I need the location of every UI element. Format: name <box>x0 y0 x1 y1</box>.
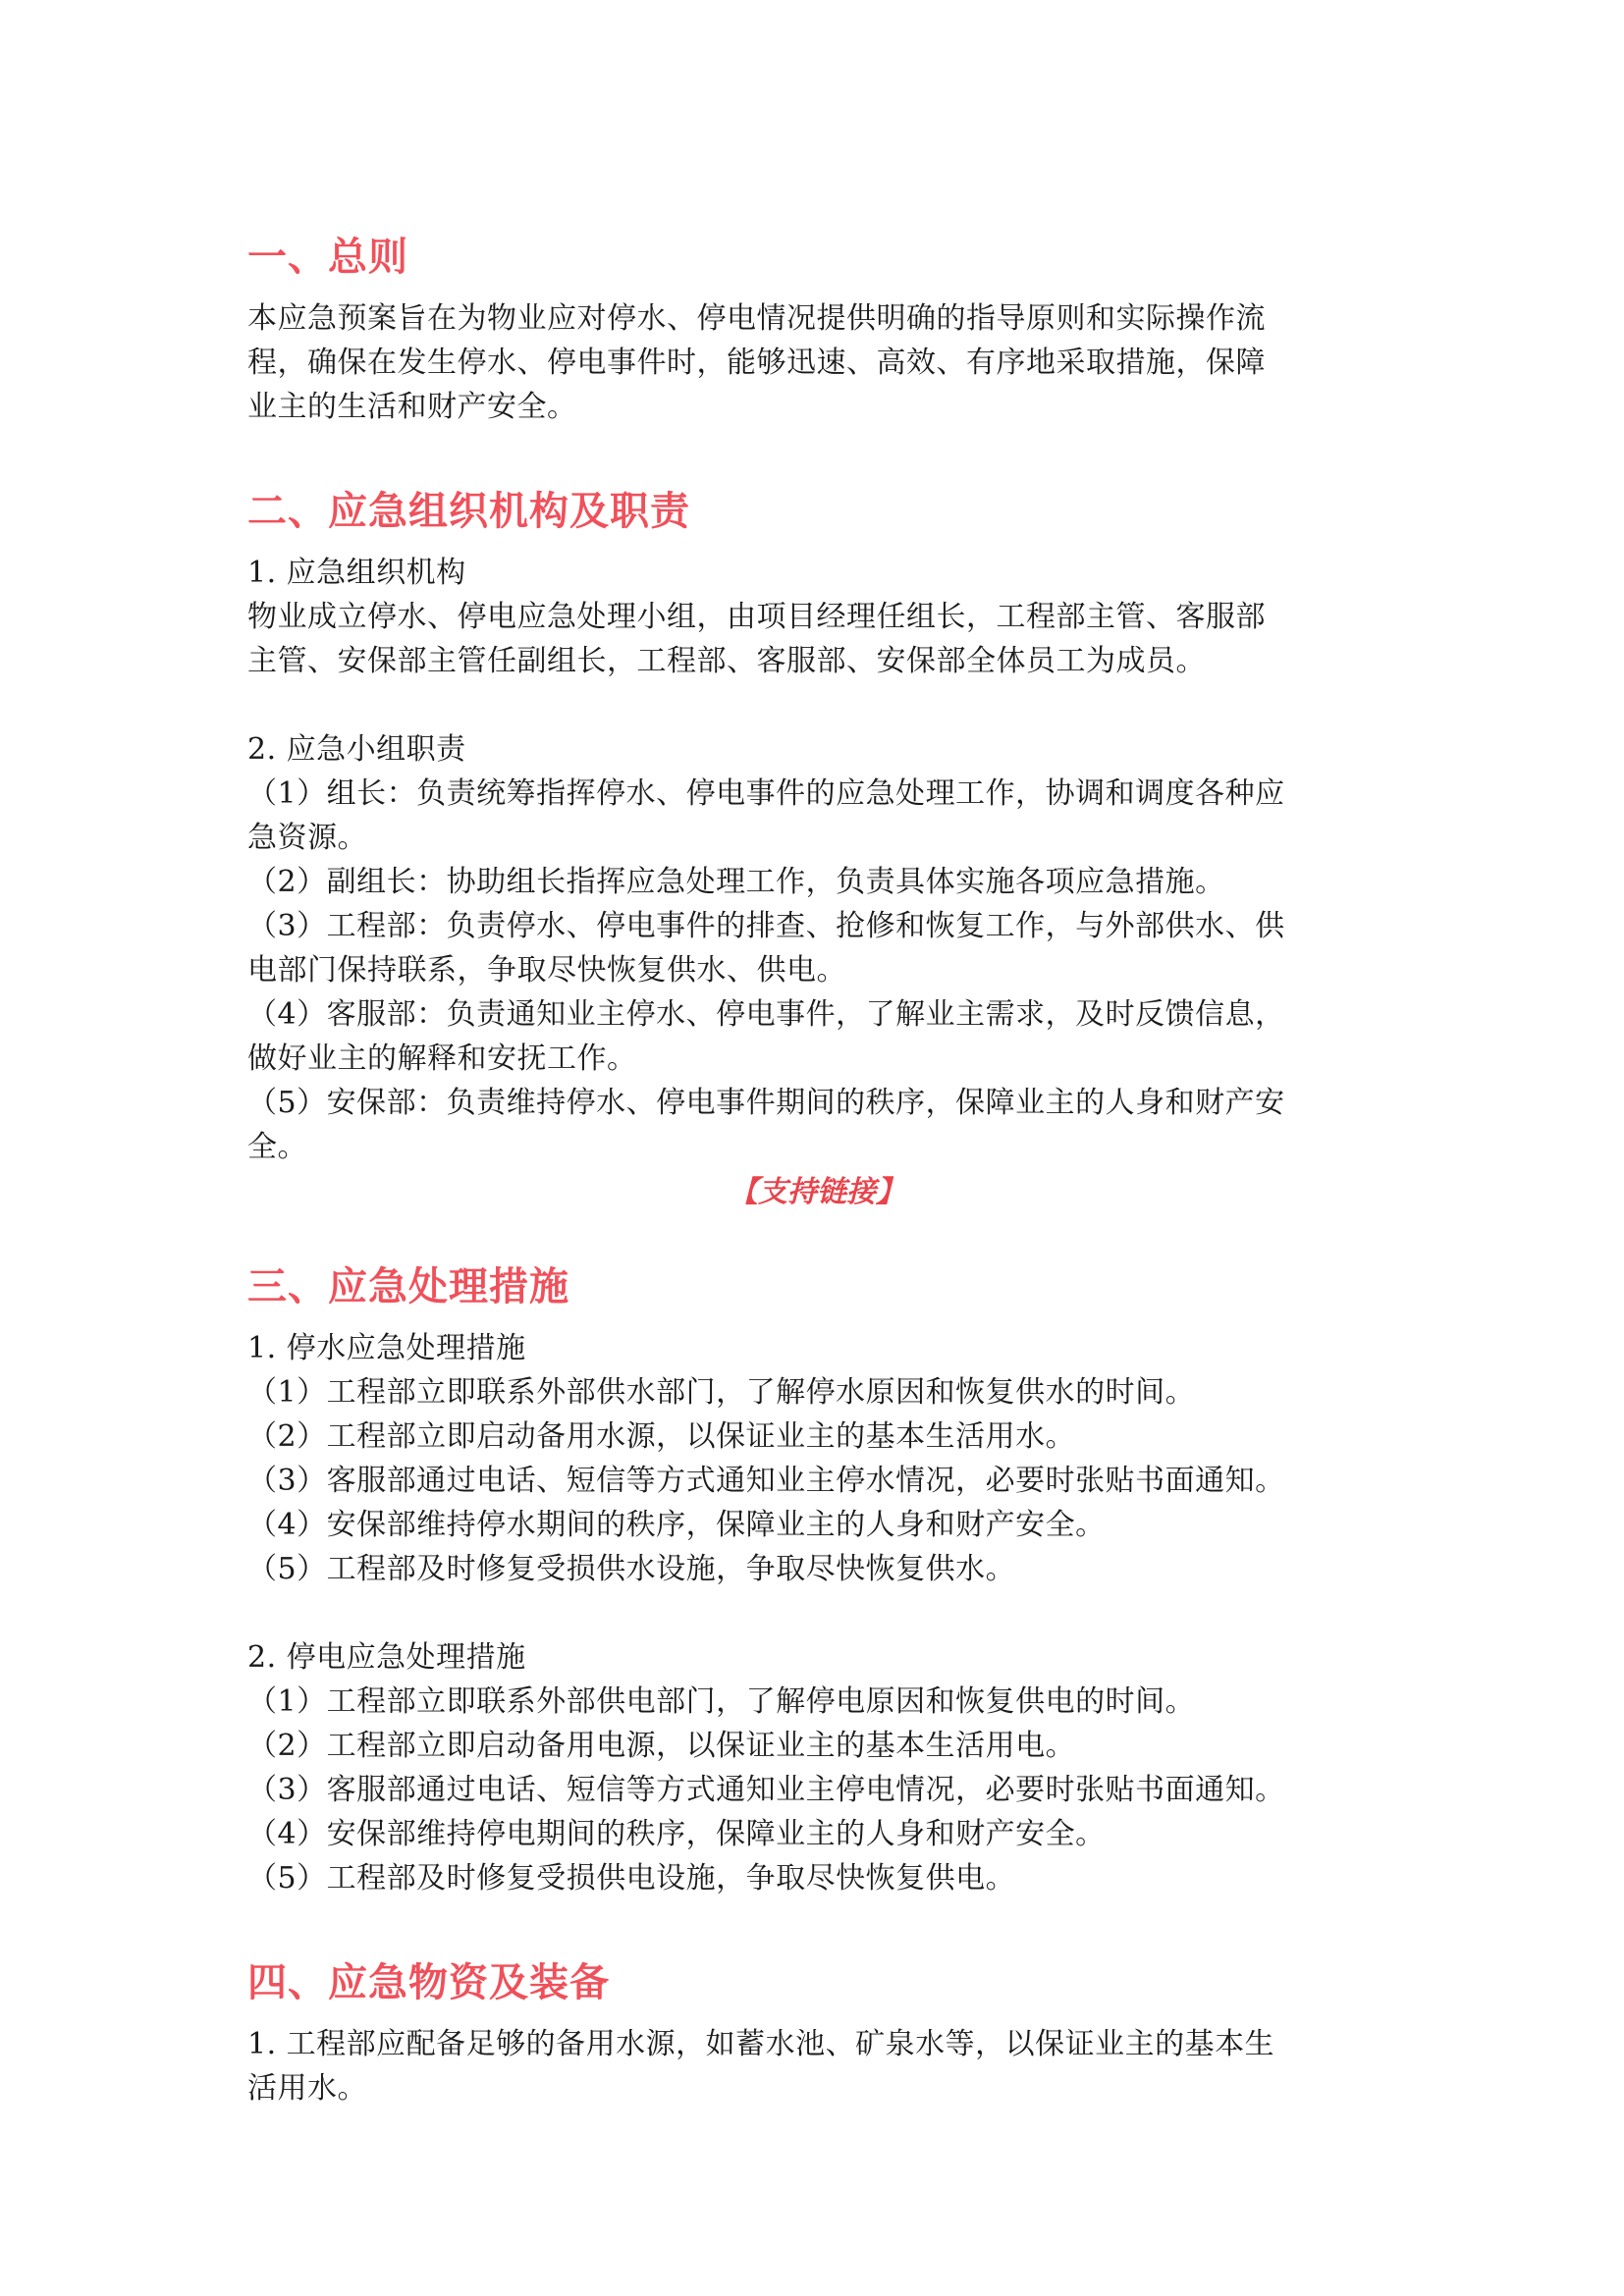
paragraph-line: 业主的生活和财产安全。 <box>247 390 577 424</box>
section-body-measures <box>247 1326 1386 1900</box>
paragraph-line: （3）工程部：负责停水、停电事件的排查、抢修和恢复工作，与外部供水、供 <box>247 909 1285 943</box>
paragraph-line: （5）工程部及时修复受损供水设施，争取尽快恢复供水。 <box>247 1552 1016 1586</box>
paragraph-line: （2）工程部立即启动备用水源，以保证业主的基本生活用水。 <box>247 1419 1076 1454</box>
paragraph-line: 程，确保在发生停水、停电事件时，能够迅速、高效、有序地采取措施，保障 <box>247 346 1266 380</box>
subheading-line: 2. 停电应急处理措施 <box>247 1640 526 1675</box>
paragraph-line: 活用水。 <box>247 2071 367 2106</box>
paragraph-line: 急资源。 <box>247 821 367 855</box>
section-heading-organization: 二、应急组织机构及职责 <box>247 489 690 534</box>
paragraph-line: （3）客服部通过电话、短信等方式通知业主停电情况，必要时张贴书面通知。 <box>247 1773 1285 1807</box>
section-heading-supplies: 四、应急物资及装备 <box>247 1960 610 2005</box>
paragraph-line: 主管、安保部主管任副组长，工程部、客服部、安保部全体员工为成员。 <box>247 644 1206 678</box>
paragraph-line: 做好业主的解释和安抚工作。 <box>247 1041 637 1076</box>
paragraph-line: （5）工程部及时修复受损供电设施，争取尽快恢复供电。 <box>247 1861 1016 1896</box>
paragraph-line: （2）副组长：协助组长指挥应急处理工作，负责具体实施各项应急措施。 <box>247 865 1225 899</box>
paragraph-line: 物业成立停水、停电应急处理小组，由项目经理任组长，工程部主管、客服部 <box>247 600 1266 634</box>
section-body-supplies <box>247 2022 1386 2110</box>
section-heading-general: 一、总则 <box>247 235 408 280</box>
section-body-general <box>247 296 1386 429</box>
subheading-line: 1. 停水应急处理措施 <box>247 1331 526 1365</box>
support-link[interactable]: 【支持链接】 <box>729 1175 905 1209</box>
section-body-organization <box>247 551 1386 1216</box>
paragraph-line: 本应急预案旨在为物业应对停水、停电情况提供明确的指导原则和实际操作流 <box>247 301 1266 336</box>
paragraph-line: （1）工程部立即联系外部供水部门，了解停水原因和恢复供水的时间。 <box>247 1375 1196 1410</box>
paragraph-line: 电部门保持联系，争取尽快恢复供水、供电。 <box>247 953 846 988</box>
paragraph-line: （1）工程部立即联系外部供电部门，了解停电原因和恢复供电的时间。 <box>247 1684 1196 1719</box>
paragraph-line: （3）客服部通过电话、短信等方式通知业主停水情况，必要时张贴书面通知。 <box>247 1464 1285 1498</box>
subheading-line: 1. 应急组织机构 <box>247 556 466 590</box>
paragraph-line: （1）组长：负责统筹指挥停水、停电事件的应急处理工作，协调和调度各种应 <box>247 776 1285 811</box>
paragraph-line: （2）工程部立即启动备用电源，以保证业主的基本生活用电。 <box>247 1729 1076 1763</box>
paragraph-line: 全。 <box>247 1130 307 1164</box>
paragraph-line: 1. 工程部应配备足够的备用水源，如蓄水池、矿泉水等，以保证业主的基本生 <box>247 2027 1275 2061</box>
paragraph-line: （5）安保部：负责维持停水、停电事件期间的秩序，保障业主的人身和财产安 <box>247 1086 1285 1120</box>
section-heading-measures: 三、应急处理措施 <box>247 1264 569 1309</box>
paragraph-line: （4）安保部维持停电期间的秩序，保障业主的人身和财产安全。 <box>247 1817 1106 1851</box>
paragraph-line: （4）客服部：负责通知业主停水、停电事件，了解业主需求，及时反馈信息， <box>247 997 1285 1032</box>
paragraph-line: （4）安保部维持停水期间的秩序，保障业主的人身和财产安全。 <box>247 1508 1106 1542</box>
document-content <box>247 226 1386 2110</box>
subheading-line: 2. 应急小组职责 <box>247 732 466 767</box>
